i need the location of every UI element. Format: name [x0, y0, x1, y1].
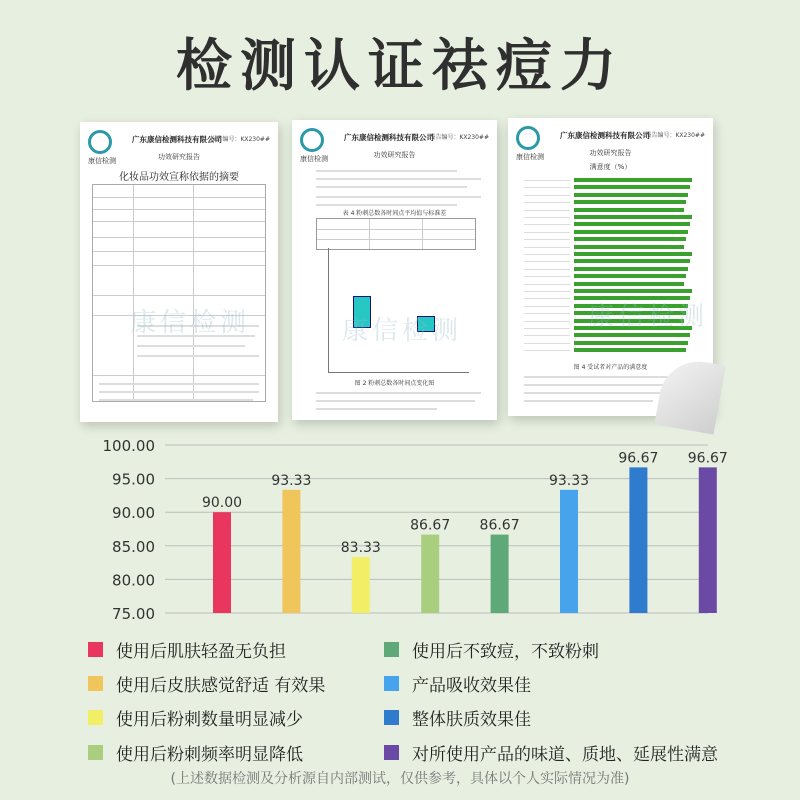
page-title: 检测认证祛痘力 [176, 34, 624, 99]
bar-value-label: 96.67 [687, 450, 728, 467]
y-tick-label: 95.00 [112, 470, 155, 489]
mini-bar [574, 215, 692, 219]
mini-bar-label [524, 232, 570, 233]
legend-label: 产品吸收效果佳 [412, 676, 531, 696]
report-subtitle: 功效研究报告 [158, 153, 200, 161]
report-number: 报告编号：KX230## [210, 136, 270, 143]
report-document-1 [80, 122, 278, 422]
mini-bar [574, 245, 684, 249]
mini-bar-label [524, 254, 570, 255]
mini-bar-label [524, 321, 570, 322]
mini-bar-label [524, 247, 570, 248]
mini-bar-label [524, 335, 570, 336]
mini-bar-label [524, 276, 570, 277]
summary-heading: 化妆品功效宣称依据的摘要 [119, 172, 239, 183]
mini-bar-label [524, 328, 570, 329]
bar-value-label: 90.00 [201, 495, 243, 512]
mini-bar [574, 178, 692, 182]
mini-bar [574, 259, 690, 263]
y-tick-label: 75.00 [112, 605, 155, 623]
satisfaction-heading: 满意度（%） [589, 163, 632, 171]
doc-header [88, 130, 270, 165]
mini-bar-label [524, 180, 570, 181]
legend-swatch [88, 676, 103, 691]
bar [421, 535, 439, 613]
legend-label: 使用后粉刺频率明显降低 [116, 745, 303, 765]
figure-caption: 图 2 粉刺总数各时间点变化图 [354, 380, 435, 387]
mini-bar-label [524, 217, 570, 218]
mini-bar [574, 274, 686, 278]
logo-text: 康信检测 [516, 153, 544, 161]
figure-caption: 图 4 受试者对产品的满意度 [573, 364, 648, 371]
company-name: 广东康信检测科技有限公司 [344, 133, 434, 142]
mini-bar-label [524, 298, 570, 299]
mini-bar [574, 222, 690, 226]
legend-label: 使用后不致痘，不致粉刺 [412, 642, 599, 662]
mini-bar-label [524, 284, 570, 285]
mini-bar [574, 193, 688, 197]
mini-bar-label [524, 224, 570, 225]
watermark: 康信检测 [342, 316, 463, 346]
footnote: (上述数据检测及分析源自内部测试，仅供参考，具体以个人实际情况为准) [170, 771, 630, 787]
report-subtitle: 功效研究报告 [589, 149, 632, 157]
mini-bar-label [524, 313, 570, 314]
legend-label: 整体肤质效果佳 [412, 710, 531, 730]
bar-value-label: 93.33 [548, 472, 590, 489]
report-document-2 [292, 120, 497, 420]
legend-label: 使用后粉刺数量明显减少 [116, 710, 303, 730]
bar [213, 512, 231, 613]
mini-bar [574, 230, 688, 234]
legend-swatch [384, 710, 399, 725]
y-tick-label: 85.00 [112, 537, 155, 556]
legend-swatch [88, 642, 103, 657]
bar-value-label: 86.67 [479, 517, 520, 534]
legend-label: 使用后肌肤轻盈无负担 [116, 642, 286, 662]
mini-bar [574, 341, 688, 345]
mini-bar-label [524, 195, 570, 196]
logo-text: 康信检测 [300, 155, 328, 163]
bar-value-label: 86.67 [410, 517, 451, 534]
company-name: 广东康信检测科技有限公司 [132, 135, 222, 144]
mini-bar-label [524, 202, 570, 203]
legend-swatch [384, 642, 399, 657]
mini-bar [574, 208, 684, 212]
table-caption: 表 4 粉刺总数各时间点平均值与标准差 [342, 210, 447, 217]
company-logo-icon [88, 130, 112, 154]
mini-bar-label [524, 210, 570, 211]
mini-bar-label [524, 261, 570, 262]
report-number: 报告编号：KX230## [645, 132, 705, 139]
y-tick-label: 90.00 [112, 504, 155, 523]
mini-bar-label [524, 343, 570, 344]
bar-value-label: 96.67 [618, 450, 659, 467]
bar-value-label: 93.33 [271, 472, 312, 489]
mini-bar-label [524, 291, 570, 292]
mini-bar [574, 185, 690, 189]
mini-table [316, 218, 476, 250]
watermark: 康信检测 [588, 302, 709, 332]
legend-swatch [88, 745, 103, 760]
mini-bar-label [524, 306, 570, 307]
y-tick-label: 80.00 [112, 571, 155, 590]
bar [282, 490, 300, 613]
company-name: 广东康信检测科技有限公司 [560, 131, 650, 140]
legend-swatch [384, 676, 399, 691]
company-logo-icon [516, 126, 540, 150]
mini-bar [574, 333, 690, 337]
mini-bar [574, 282, 684, 286]
doc-header [516, 126, 705, 161]
mini-bar [574, 267, 688, 271]
report-subtitle: 功效研究报告 [373, 151, 416, 159]
mini-bar-label [524, 269, 570, 270]
legend-swatch [88, 710, 103, 725]
legend-label: 使用后皮肤感觉舒适 有效果 [116, 676, 326, 696]
watermark: 康信检测 [130, 308, 251, 338]
mini-bar [574, 200, 686, 204]
mini-bar-label [524, 239, 570, 240]
bar [352, 557, 370, 613]
legend-swatch [384, 745, 399, 760]
summary-table [92, 184, 266, 402]
bar [491, 535, 509, 613]
bar [629, 467, 647, 613]
mini-bar [574, 252, 692, 256]
company-logo-icon [300, 128, 324, 152]
mini-bar [574, 289, 692, 293]
bar [560, 490, 578, 613]
mini-bar-label [524, 187, 570, 188]
logo-text: 康信检测 [88, 157, 116, 165]
report-number: 报告编号：KX230## [429, 134, 489, 141]
bar [699, 467, 717, 613]
y-tick-label: 100.00 [102, 437, 155, 455]
mini-bar [574, 348, 686, 352]
doc-header [300, 128, 489, 163]
satisfaction-bar-chart [0, 430, 800, 625]
mini-bar [574, 237, 686, 241]
bar-value-label: 83.33 [340, 540, 381, 557]
legend-label: 对所使用产品的味道、质地、延展性满意 [412, 745, 718, 765]
mini-bar-label [524, 350, 570, 351]
